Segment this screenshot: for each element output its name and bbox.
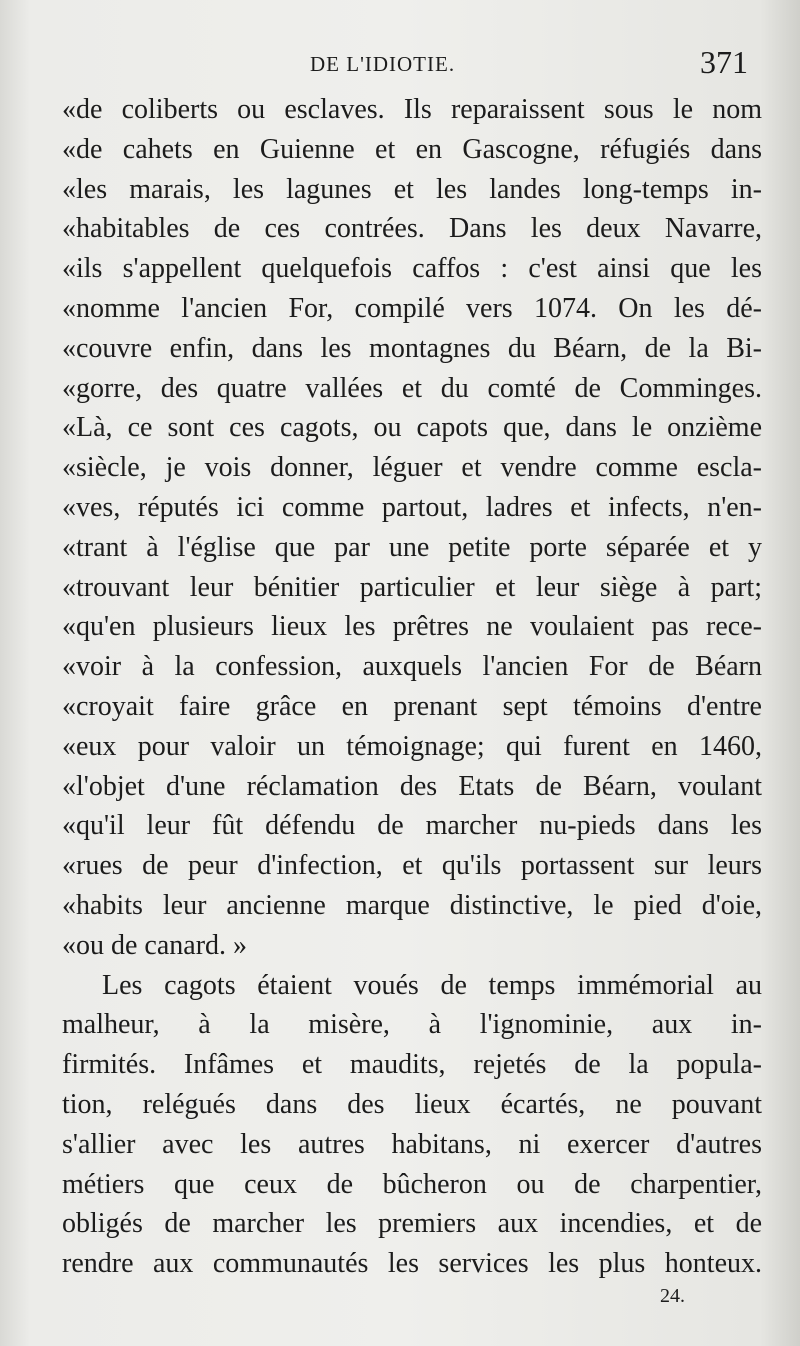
text-line: «trant à l'église que par une petite porte séparée et y (62, 531, 762, 563)
text-line: «qu'en plusieurs lieux les prêtres ne voulaient pas rece- (62, 611, 762, 643)
text-line: «habits leur ancienne marque distinctive, le pied d'oie, (62, 889, 762, 921)
text-line: «nomme l'ancien For, compilé vers 1074. On les dé- (62, 292, 762, 324)
running-title: DE L'IDIOTIE. (310, 52, 456, 76)
text-line: «ves, réputés ici comme partout, ladres et infects, n'en- (62, 491, 762, 523)
text-line: malheur, à la misère, à l'ignominie, aux in- (62, 1009, 762, 1041)
text-line: «de coliberts ou esclaves. Ils reparaissent sous le nom (62, 94, 762, 125)
text-line: «rues de peur d'infection, et qu'ils portassent sur leurs (62, 850, 762, 882)
text-line: «voir à la confession, auxquels l'ancien For de Béarn (62, 651, 762, 683)
text-line: obligés de marcher les premiers aux incendies, et de (62, 1208, 762, 1240)
text-line: «trouvant leur bénitier particulier et leur siège à part; (62, 571, 762, 603)
text-line: tion, relégués dans des lieux écartés, ne pouvant (62, 1088, 762, 1120)
text-line: «ou de canard. » (62, 929, 248, 961)
text-line: «eux pour valoir un témoignage; qui furent en 1460, (62, 730, 762, 762)
text-line: s'allier avec les autres habitans, ni exercer d'autres (62, 1128, 762, 1160)
text-line: «couvre enfin, dans les montagnes du Béarn, de la Bi- (62, 332, 762, 364)
text-line: «Là, ce sont ces cagots, ou capots que, dans le onzième (62, 412, 762, 444)
paragraph-quotation (62, 90, 762, 966)
text-line: «les marais, les lagunes et les landes long-temps in- (62, 173, 762, 205)
text-line: «l'objet d'une réclamation des Etats de Béarn, voulant (62, 770, 762, 802)
text-line: «ils s'appellent quelquefois caffos : c'est ainsi que les (62, 253, 762, 285)
text-line: rendre aux communautés les services les plus honteux. (62, 1248, 762, 1280)
text-line: «croyait faire grâce en prenant sept témoins d'entre (62, 690, 762, 722)
page-body (62, 90, 762, 1284)
text-line: «siècle, je vois donner, léguer et vendre comme escla- (62, 452, 762, 484)
text-line: «gorre, des quatre vallées et du comté de Comminges. (62, 372, 762, 404)
text-line: «qu'il leur fût défendu de marcher nu-pieds dans les (62, 810, 762, 842)
text-line: Les cagots étaient voués de temps immémorial au (102, 969, 762, 1001)
paragraph-main (62, 966, 762, 1284)
text-line: «habitables de ces contrées. Dans les deux Navarre, (62, 213, 762, 245)
text-line: métiers que ceux de bûcheron ou de charpentier, (62, 1168, 762, 1200)
page-header (0, 42, 800, 82)
page-number: 371 (700, 44, 748, 80)
signature-mark: 24. (660, 1285, 685, 1307)
text-line: «de cahets en Guienne et en Gascogne, réfugiés dans (62, 133, 762, 165)
text-line: firmités. Infâmes et maudits, rejetés de la popula- (62, 1049, 762, 1081)
